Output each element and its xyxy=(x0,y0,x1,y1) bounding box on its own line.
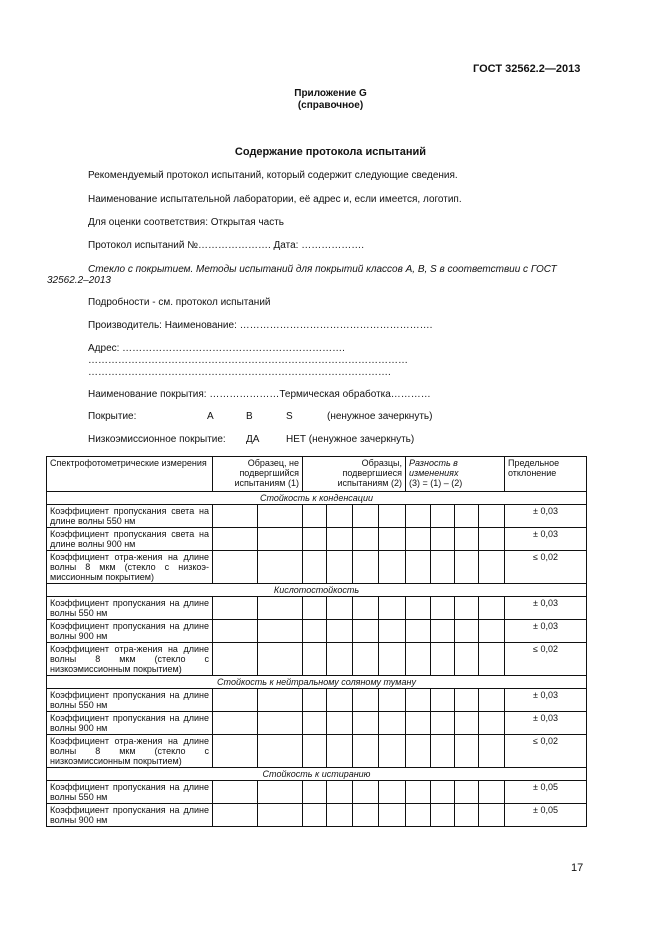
tolerance-cell: ≤ 0,02 xyxy=(505,643,587,676)
value-cell[interactable] xyxy=(327,804,353,827)
table-body xyxy=(47,492,587,827)
value-cell[interactable] xyxy=(327,781,353,804)
table-row xyxy=(47,505,587,528)
appendix-title: Приложение G xyxy=(294,88,367,99)
value-cell[interactable] xyxy=(303,620,327,643)
value-cell[interactable] xyxy=(406,620,431,643)
value-cell[interactable] xyxy=(353,643,379,676)
value-cell[interactable] xyxy=(379,781,406,804)
value-cell[interactable] xyxy=(379,689,406,712)
value-cell[interactable] xyxy=(379,505,406,528)
value-cell[interactable] xyxy=(258,505,303,528)
header-measurements: Спектрофотометрические измерения xyxy=(47,457,213,492)
value-cell[interactable] xyxy=(479,689,505,712)
value-cell[interactable] xyxy=(455,643,479,676)
coating-option-s: S xyxy=(286,411,293,422)
value-cell[interactable] xyxy=(479,712,505,735)
measurement-label: Коэффициент пропускания света на длине волны 550 нм xyxy=(47,505,213,528)
value-cell[interactable] xyxy=(258,597,303,620)
value-cell[interactable] xyxy=(303,735,327,768)
tolerance-cell: ± 0,03 xyxy=(505,528,587,551)
protocol-table xyxy=(46,456,587,827)
value-cell[interactable] xyxy=(258,735,303,768)
tolerance-cell: ± 0,03 xyxy=(505,689,587,712)
measurement-label: Коэффициент пропускания на длине волны 550 нм xyxy=(47,781,213,804)
value-cell[interactable] xyxy=(327,551,353,584)
tolerance-cell: ≤ 0,02 xyxy=(505,735,587,768)
value-cell[interactable] xyxy=(431,643,455,676)
manufacturer-line: Производитель: Наименование: …………………………………………………. xyxy=(88,320,433,331)
value-cell[interactable] xyxy=(303,528,327,551)
standard-code: ГОСТ 32562.2—2013 xyxy=(473,63,581,75)
value-cell[interactable] xyxy=(431,620,455,643)
value-cell[interactable] xyxy=(327,735,353,768)
value-cell[interactable] xyxy=(479,735,505,768)
measurement-label: Коэффициент пропускания на длине волны 900 нм xyxy=(47,620,213,643)
value-cell[interactable] xyxy=(327,620,353,643)
value-cell[interactable] xyxy=(431,689,455,712)
value-cell[interactable] xyxy=(431,781,455,804)
header-untested: Образец, не подвергшийся испытаниям (1) xyxy=(213,457,303,492)
tolerance-cell: ± 0,03 xyxy=(505,712,587,735)
value-cell[interactable] xyxy=(327,689,353,712)
value-cell[interactable] xyxy=(353,597,379,620)
tolerance-cell: ± 0,05 xyxy=(505,781,587,804)
value-cell[interactable] xyxy=(406,712,431,735)
value-cell[interactable] xyxy=(353,712,379,735)
value-cell[interactable] xyxy=(406,528,431,551)
appendix-subtitle: (справочное) xyxy=(297,100,364,111)
value-cell[interactable] xyxy=(303,643,327,676)
value-cell[interactable] xyxy=(379,551,406,584)
section-title-cell: Стойкость к нейтральному соляному туману xyxy=(47,676,587,689)
intro-line: Рекомендуемый протокол испытаний, который содержит следующие сведения. xyxy=(88,170,458,181)
value-cell[interactable] xyxy=(258,528,303,551)
details-line: Подробности - см. протокол испытаний xyxy=(88,297,271,308)
value-cell[interactable] xyxy=(379,804,406,827)
value-cell[interactable] xyxy=(213,712,258,735)
value-cell[interactable] xyxy=(258,643,303,676)
address-line-3: ………………………………………………………………………………. xyxy=(88,367,391,378)
tolerance-cell: ± 0,03 xyxy=(505,597,587,620)
value-cell[interactable] xyxy=(353,781,379,804)
value-cell[interactable] xyxy=(353,620,379,643)
glass-line-2: 32562.2–2013 xyxy=(47,275,111,286)
page-number: 17 xyxy=(571,862,584,874)
value-cell[interactable] xyxy=(327,643,353,676)
value-cell[interactable] xyxy=(479,804,505,827)
table-row xyxy=(47,643,587,676)
value-cell[interactable] xyxy=(303,551,327,584)
table-row xyxy=(47,712,587,735)
value-cell[interactable] xyxy=(406,781,431,804)
value-cell[interactable] xyxy=(213,620,258,643)
value-cell[interactable] xyxy=(479,781,505,804)
value-cell[interactable] xyxy=(455,712,479,735)
table-header-row xyxy=(47,457,587,492)
value-cell[interactable] xyxy=(479,620,505,643)
value-cell[interactable] xyxy=(379,597,406,620)
value-cell[interactable] xyxy=(303,689,327,712)
value-cell[interactable] xyxy=(455,781,479,804)
value-cell[interactable] xyxy=(213,689,258,712)
value-cell[interactable] xyxy=(303,781,327,804)
value-cell[interactable] xyxy=(406,804,431,827)
value-cell[interactable] xyxy=(213,551,258,584)
value-cell[interactable] xyxy=(431,712,455,735)
value-cell[interactable] xyxy=(303,597,327,620)
value-cell[interactable] xyxy=(406,735,431,768)
section-title-cell: Стойкость к истиранию xyxy=(47,768,587,781)
table-row xyxy=(47,735,587,768)
value-cell[interactable] xyxy=(353,689,379,712)
value-cell[interactable] xyxy=(479,597,505,620)
value-cell[interactable] xyxy=(303,505,327,528)
value-cell[interactable] xyxy=(479,505,505,528)
value-cell[interactable] xyxy=(406,597,431,620)
section-row xyxy=(47,768,587,781)
value-cell[interactable] xyxy=(353,528,379,551)
measurement-label: Коэффициент отра-жения на длине волны 8 мкм (стекло с низкоэмиссионным покрытием) xyxy=(47,643,213,676)
protocol-line: Протокол испытаний №…………………. Дата: ………………. xyxy=(88,240,365,251)
value-cell[interactable] xyxy=(327,505,353,528)
glass-line-1: Стекло с покрытием. Методы испытаний для покрытий классов А, В, S в соответствии с ГОСТ xyxy=(88,264,557,275)
value-cell[interactable] xyxy=(327,712,353,735)
table-row xyxy=(47,528,587,551)
value-cell[interactable] xyxy=(406,505,431,528)
coating-label: Покрытие: xyxy=(88,411,137,422)
value-cell[interactable] xyxy=(455,505,479,528)
measurement-label: Коэффициент пропускания на длине волны 550 нм xyxy=(47,689,213,712)
value-cell[interactable] xyxy=(353,804,379,827)
value-cell[interactable] xyxy=(455,528,479,551)
value-cell[interactable] xyxy=(455,597,479,620)
measurement-label: Коэффициент пропускания на длине волны 900 нм xyxy=(47,804,213,827)
tolerance-cell: ± 0,03 xyxy=(505,620,587,643)
conformity-line: Для оценки соответствия: Открытая часть xyxy=(88,217,285,228)
value-cell[interactable] xyxy=(431,735,455,768)
section-row xyxy=(47,584,587,597)
value-cell[interactable] xyxy=(431,804,455,827)
measurement-label: Коэффициент пропускания на длине волны 550 нм xyxy=(47,597,213,620)
value-cell[interactable] xyxy=(303,804,327,827)
value-cell[interactable] xyxy=(406,689,431,712)
value-cell[interactable] xyxy=(258,620,303,643)
measurement-label: Коэффициент пропускания света на длине волны 900 нм xyxy=(47,528,213,551)
coating-option-a: А xyxy=(207,411,214,422)
value-cell[interactable] xyxy=(455,689,479,712)
value-cell[interactable] xyxy=(479,643,505,676)
section-title-cell: Кислотостойкость xyxy=(47,584,587,597)
section-row xyxy=(47,676,587,689)
lab-line: Наименование испытательной лаборатории, её адрес и, если имеется, логотип. xyxy=(88,194,462,205)
value-cell[interactable] xyxy=(258,781,303,804)
tolerance-cell: ≤ 0,02 xyxy=(505,551,587,584)
lowe-no: НЕТ (ненужное зачеркнуть) xyxy=(286,434,415,445)
value-cell[interactable] xyxy=(258,804,303,827)
header-limit: Предельное отклонение xyxy=(505,457,587,492)
table-row xyxy=(47,689,587,712)
tolerance-cell: ± 0,05 xyxy=(505,804,587,827)
value-cell[interactable] xyxy=(213,643,258,676)
header-tested: Образцы, подвергшиеся испытаниям (2) xyxy=(303,457,406,492)
value-cell[interactable] xyxy=(406,551,431,584)
value-cell[interactable] xyxy=(327,597,353,620)
table-row xyxy=(47,804,587,827)
value-cell[interactable] xyxy=(213,597,258,620)
table-row xyxy=(47,551,587,584)
value-cell[interactable] xyxy=(213,505,258,528)
value-cell[interactable] xyxy=(379,643,406,676)
lowe-label: Низкоэмиссионное покрытие: xyxy=(88,434,226,445)
value-cell[interactable] xyxy=(406,643,431,676)
value-cell[interactable] xyxy=(213,528,258,551)
section-title: Содержание протокола испытаний xyxy=(234,146,427,158)
address-line-2: …………………………………………………………………………………… xyxy=(88,355,408,366)
value-cell[interactable] xyxy=(455,735,479,768)
address-line-1: Адрес: …………………………………………………………. xyxy=(88,343,345,354)
header-difference xyxy=(406,457,505,492)
value-cell[interactable] xyxy=(258,689,303,712)
value-cell[interactable] xyxy=(213,804,258,827)
value-cell[interactable] xyxy=(379,528,406,551)
coating-option-b: В xyxy=(246,411,253,422)
value-cell[interactable] xyxy=(213,781,258,804)
value-cell[interactable] xyxy=(379,620,406,643)
value-cell[interactable] xyxy=(379,735,406,768)
measurement-label: Коэффициент пропускания на длине волны 900 нм xyxy=(47,712,213,735)
value-cell[interactable] xyxy=(431,551,455,584)
measurement-label: Коэффициент отра-жения на длине волны 8 мкм (стекло с низкоэмиссионным покрытием) xyxy=(47,735,213,768)
measurement-label: Коэффициент отра-жения на длине волны 8 мкм (стекло с низкоэ-миссионным покрытием) xyxy=(47,551,213,584)
value-cell[interactable] xyxy=(327,528,353,551)
header-difference-text: Разность в изменениях xyxy=(409,458,459,478)
value-cell[interactable] xyxy=(431,597,455,620)
section-row xyxy=(47,492,587,505)
coating-name-line: Наименование покрытия: …………………Термическая обработка………… xyxy=(88,389,431,400)
coating-note: (ненужное зачеркнуть) xyxy=(327,411,433,422)
value-cell[interactable] xyxy=(353,551,379,584)
value-cell[interactable] xyxy=(353,735,379,768)
table-row xyxy=(47,781,587,804)
value-cell[interactable] xyxy=(479,528,505,551)
value-cell[interactable] xyxy=(455,551,479,584)
value-cell[interactable] xyxy=(213,735,258,768)
value-cell[interactable] xyxy=(455,620,479,643)
value-cell[interactable] xyxy=(258,551,303,584)
section-title-cell: Стойкость к конденсации xyxy=(47,492,587,505)
table-row xyxy=(47,597,587,620)
value-cell[interactable] xyxy=(303,712,327,735)
table-row xyxy=(47,620,587,643)
value-cell[interactable] xyxy=(431,528,455,551)
value-cell[interactable] xyxy=(353,505,379,528)
lowe-yes: ДА xyxy=(246,434,260,445)
value-cell[interactable] xyxy=(479,551,505,584)
header-difference-formula: (3) = (1) – (2) xyxy=(409,478,463,488)
value-cell[interactable] xyxy=(379,712,406,735)
value-cell[interactable] xyxy=(431,505,455,528)
value-cell[interactable] xyxy=(455,804,479,827)
value-cell[interactable] xyxy=(258,712,303,735)
tolerance-cell: ± 0,03 xyxy=(505,505,587,528)
